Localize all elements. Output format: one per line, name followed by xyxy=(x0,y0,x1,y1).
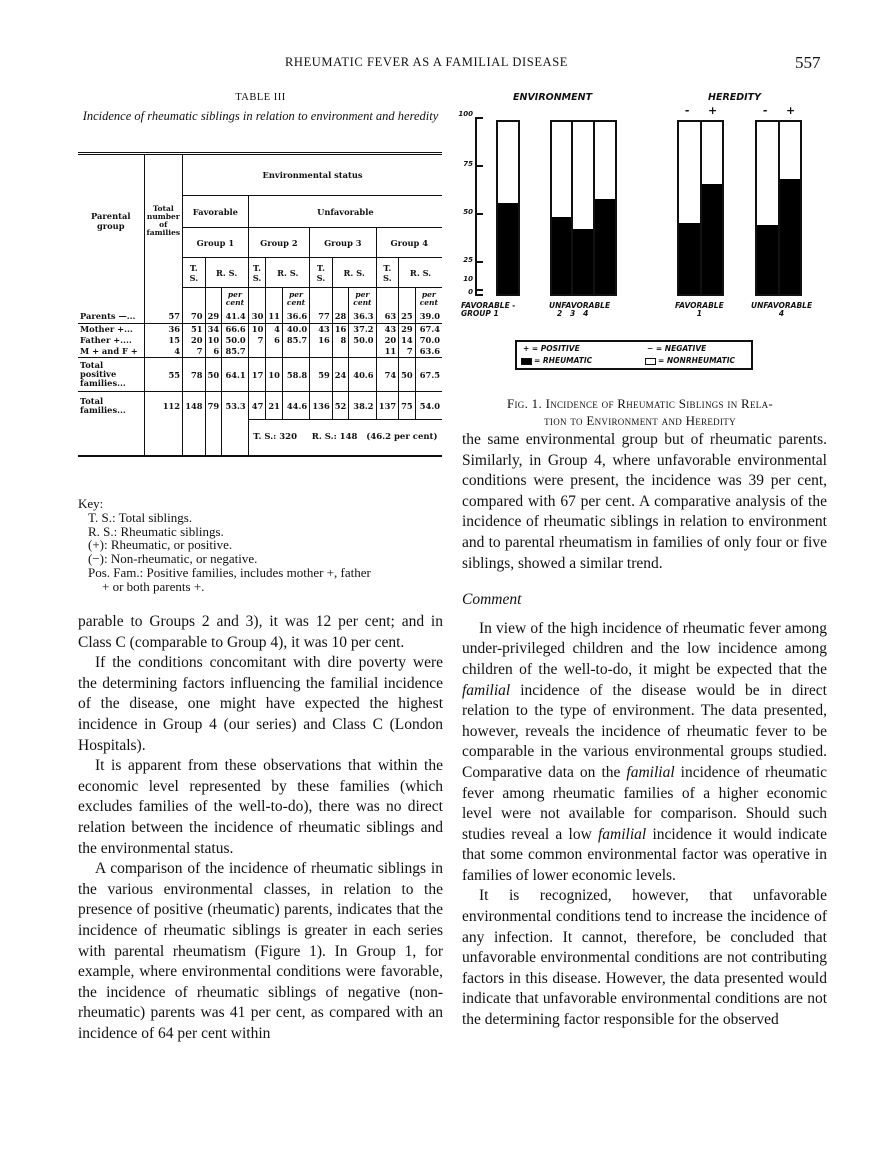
bar-group-1 xyxy=(496,120,520,296)
table-title: Incidence of rheumatic siblings in relation to environment and heredity xyxy=(82,109,439,123)
y-tick-label: 75 xyxy=(463,160,473,168)
paragraph: If the conditions concomitant with dire poverty were the determining factors influencing the familial incidence of the disease, one might have expected the highest incidence in Group 4 (our series) and Class C (London Hospitals). xyxy=(78,654,443,754)
sign-positive: + xyxy=(708,104,718,117)
bar-unfavorable-positive xyxy=(778,120,802,296)
legend-nonrheumatic: = NONRHEUMATIC xyxy=(645,356,735,365)
key-item: Pos. Fam.: Positive families, includes mother +, father xyxy=(88,564,371,580)
bar-unfavorable-negative xyxy=(755,120,780,296)
left-column-text xyxy=(78,612,443,1044)
bar-group-2 xyxy=(550,120,573,296)
sign-negative: - xyxy=(763,104,768,117)
header-group-2: Group 2 xyxy=(248,228,309,258)
table-row: M + and F + 4 7 6 85.7 11 7 63.6 xyxy=(80,346,440,357)
row-label: Parents —... xyxy=(80,311,136,322)
paragraph: parable to Groups 2 and 3), it was 12 per cent; and in Class C (comparable to Group 4), it was 10 per cent. xyxy=(78,613,443,651)
x-label-favorable-group: FAVORABLE - GROUP 1 xyxy=(461,301,516,318)
paragraph: It is recognized, however, that unfavorable environmental conditions tend to increase the incidence of any infection. It cannot, therefore, be concluded that unfavorable environmental conditions are not contributing factors in this disease. However, the data presented would indicate that unfavorable environmental conditions are not the determining factor responsible for the observed xyxy=(462,887,827,1029)
y-tick-label: 100 xyxy=(458,110,473,118)
header-total-families: Total number of families xyxy=(144,154,183,288)
header-rs: R. S. xyxy=(399,258,442,288)
table-row: Parents —... 57 70 29 41.4 30 11 36.6 77 28 36.3 63 25 39.0 xyxy=(78,310,442,324)
running-title: RHEUMATIC FEVER AS A FAMILIAL DISEASE xyxy=(285,55,568,69)
bar-favorable-negative xyxy=(677,120,702,296)
header-unfavorable: Unfavorable xyxy=(248,196,442,228)
header-group-1: Group 1 xyxy=(183,228,249,258)
key-item: R. S.: Rheumatic siblings. xyxy=(88,523,224,539)
unfavorable-summary: T. S.: 320 R. S.: 148 (46.2 per cent) xyxy=(248,420,442,456)
key-title: Key: xyxy=(78,496,104,511)
figure-title-environment: ENVIRONMENT xyxy=(513,92,593,103)
key-item-continuation: + or both parents +. xyxy=(102,578,205,594)
rheumatic-swatch-icon xyxy=(521,358,532,365)
header-environmental-status: Environmental status xyxy=(183,154,442,196)
table-row: Father +.... 15 20 10 50.0 7 6 85.7 16 8 50.0 20 14 70.0 xyxy=(80,335,440,345)
y-axis xyxy=(475,117,477,295)
header-ts: T. S. xyxy=(248,258,266,288)
header-ts: T. S. xyxy=(310,258,333,288)
table-label: TABLE III xyxy=(235,92,286,103)
key-item: T. S.: Total siblings. xyxy=(88,509,193,525)
paragraph: In view of the high incidence of rheumatic fever among under-privileged children and the low incidence among children of the well-to-do, it might be expected that the familial incidence of the disease would be in direct relation to the type of environment. The data presented, however, reveals the incidence of rheumatic fever to be comparable in the various environmental groups studied. Comparative data on the familial incidence of rheumatic fever among rheumatic families of a higher economic level were not available for comparison. Should such studies reveal a low familial incidence it would indicate that some common environmental factor was operative in families of lower economic levels. xyxy=(462,619,827,884)
paragraph: the same environmental group but of rheumatic parents. Similarly, in Group 4, where unfavorable environmental conditions were present, the incidence was 39 per cent, compared with 67 per cent. A comparative analysis of the incidence of rheumatic siblings in relation to environment and to parental rheumatism in families of only four or five siblings, showed a similar trend. xyxy=(462,431,827,572)
header-group-4: Group 4 xyxy=(376,228,442,258)
legend-rheumatic: = RHEUMATIC xyxy=(521,356,592,365)
table-row: Mother +... 36 51 34 66.6 10 4 40.0 43 16 37.2 43 29 67.4 xyxy=(80,324,440,335)
figure-title-heredity: HEREDITY xyxy=(708,92,762,103)
x-label-heredity-unfavorable: UNFAVORABLE 4 xyxy=(751,301,813,318)
legend-positive: + = POSITIVE xyxy=(523,344,580,353)
y-tick-label: 25 xyxy=(463,256,473,264)
bar-group-4 xyxy=(593,120,617,296)
right-column-text xyxy=(462,430,827,1031)
unit-per-cent: per cent xyxy=(415,288,442,310)
figure-legend xyxy=(515,340,753,370)
sign-negative: - xyxy=(685,104,690,117)
key-item: (−): Non-rheumatic, or negative. xyxy=(88,551,258,567)
table-row: Total families... 112 148 79 53.3 47 21 44.6 136 52 38.2 137 75 54.0 xyxy=(78,392,442,420)
x-label-unfavorable-groups: UNFAVORABLE 2 3 4 xyxy=(549,301,611,318)
header-rs: R. S. xyxy=(266,258,310,288)
bar-favorable-positive xyxy=(700,120,724,296)
table-row: Total positive families... 55 78 50 64.1 17 10 58.8 59 24 40.6 74 50 67.5 xyxy=(78,358,442,392)
running-head xyxy=(0,55,890,75)
row-label: Total positive families... xyxy=(78,358,144,392)
row-label: Mother +... xyxy=(78,324,144,335)
row-label: Father +.... xyxy=(80,335,132,345)
key-item: (+): Rheumatic, or positive. xyxy=(88,537,233,553)
row-label: M + and F + xyxy=(80,346,138,357)
header-parental-group: Parental group xyxy=(91,211,131,232)
header-ts: T. S. xyxy=(183,258,206,288)
header-ts: T. S. xyxy=(376,258,399,288)
x-label-heredity-favorable: FAVORABLE 1 xyxy=(675,301,724,318)
y-tick-label: 0 xyxy=(468,288,473,296)
y-tick-label: 50 xyxy=(463,208,473,216)
figure-1 xyxy=(455,88,835,428)
unit-per-cent: per cent xyxy=(349,288,376,310)
unit-per-cent: per cent xyxy=(282,288,309,310)
bar-group-3 xyxy=(571,120,595,296)
section-heading-comment: Comment xyxy=(462,591,522,609)
unit-per-cent: per cent xyxy=(222,288,249,310)
row-label: Total families... xyxy=(78,392,144,420)
header-favorable: Favorable xyxy=(183,196,249,228)
header-rs: R. S. xyxy=(332,258,376,288)
y-tick-label: 10 xyxy=(463,275,473,283)
sign-positive: + xyxy=(786,104,796,117)
header-rs: R. S. xyxy=(205,258,248,288)
paragraph: A comparison of the incidence of rheumatic siblings in the various environmental classes, in relation to the presence of positive (rheumatic) parents, indicates that the incidence of rheumatic siblings is greater in each series with parental rheumatism (Figure 1). In Group 1, for example, where environmental conditions were favorable, the incidence of rheumatic siblings of negative (non-rheumatic) parents was 41 per cent, as compared with an incidence of 64 per cent within xyxy=(78,860,443,1042)
paragraph: It is apparent from these observations that within the economic level represented by these families (which excludes families of the well-to-do), there was no direct relation between the incidence of rheumatic siblings and the environmental status. xyxy=(78,757,443,857)
figure-caption: Fig. 1. Incidence of Rheumatic Siblings in Rela- tion to Environment and Heredity xyxy=(506,396,774,428)
legend-negative: − = NEGATIVE xyxy=(647,344,707,353)
nonrheumatic-swatch-icon xyxy=(645,358,656,365)
table-caption xyxy=(78,92,443,123)
page-number: 557 xyxy=(795,53,821,72)
table-key xyxy=(78,497,371,594)
incidence-table xyxy=(78,152,442,457)
header-group-3: Group 3 xyxy=(310,228,376,258)
